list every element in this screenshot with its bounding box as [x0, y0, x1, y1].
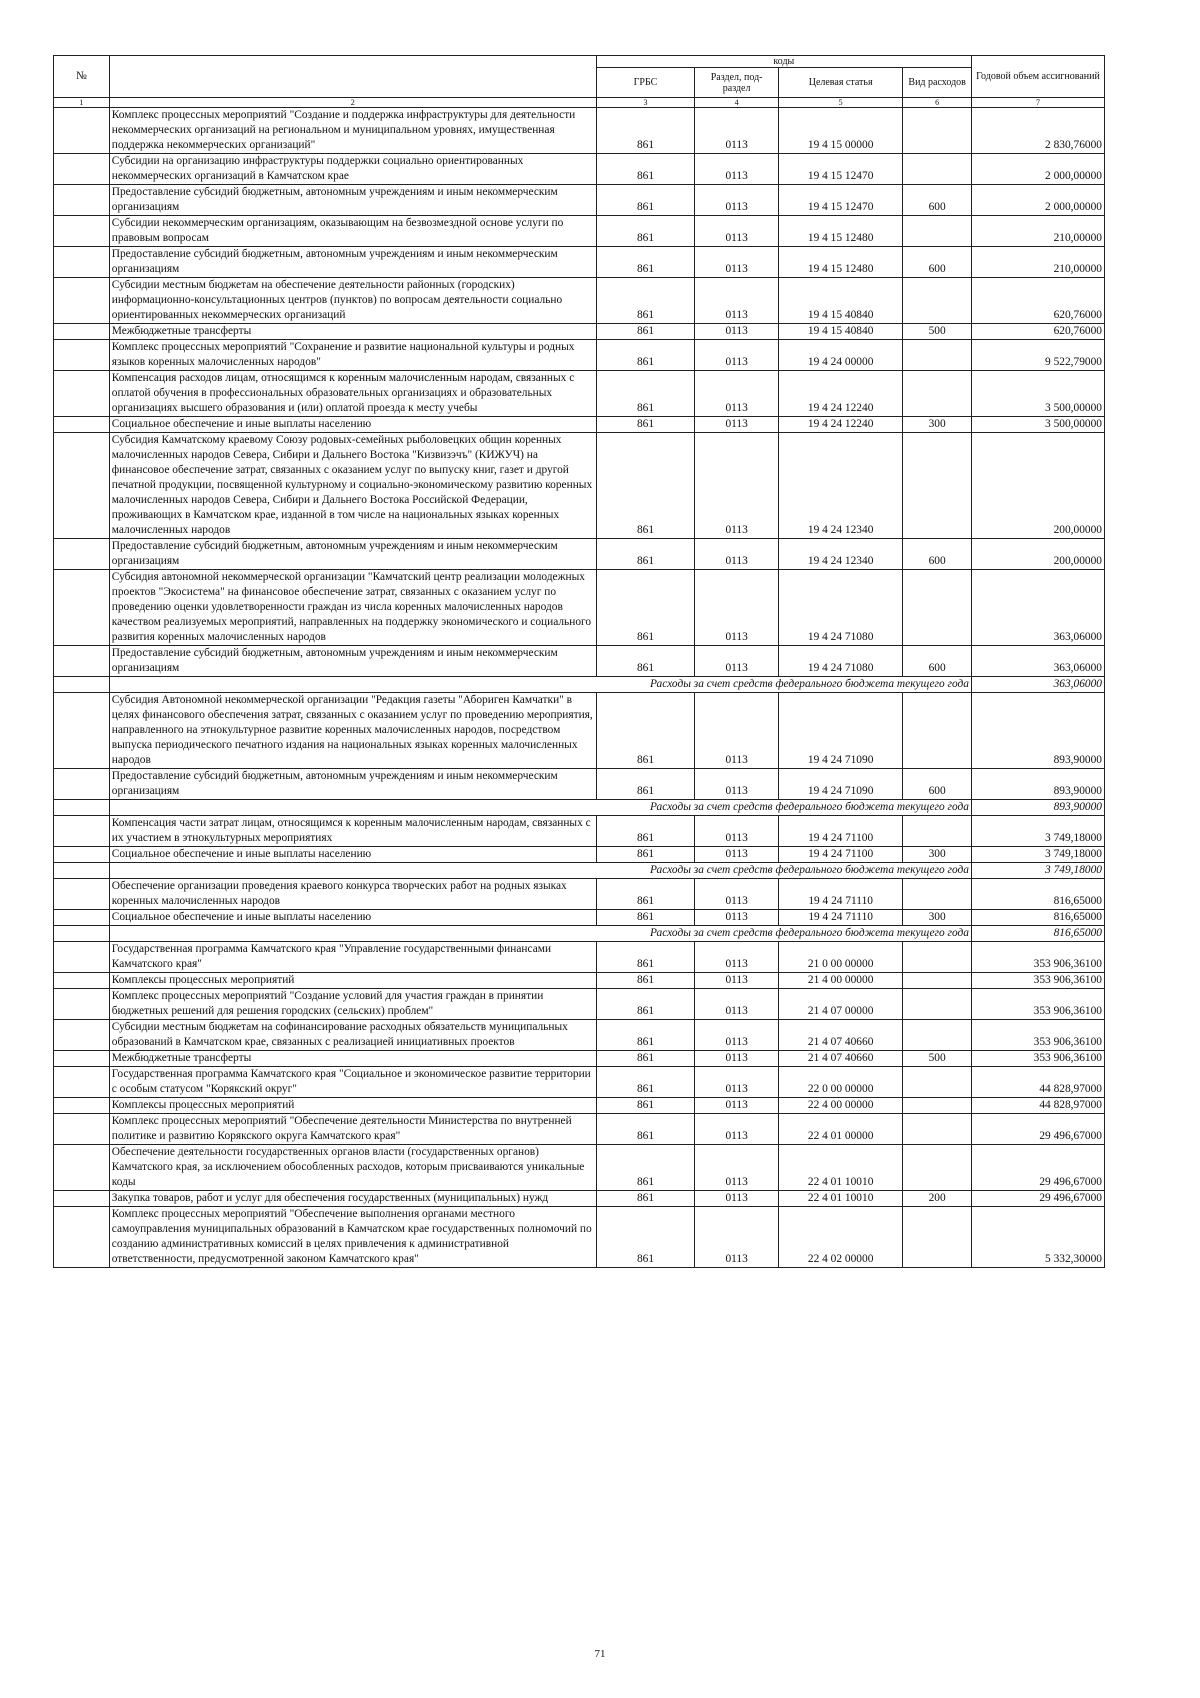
- cell-target: 19 4 24 12340: [778, 433, 902, 539]
- cell-amount: 44 828,97000: [971, 1067, 1104, 1098]
- column-number: 1: [54, 98, 110, 108]
- cell-name: Предоставление субсидий бюджетным, автономным учреждениям и иным некоммерческим организациям: [109, 247, 596, 278]
- cell-name: Комплекс процессных мероприятий "Создание условий для участия граждан в принятии бюджетных решений для решения городских (сельских) проблем": [109, 989, 596, 1020]
- cell-kind: [903, 371, 972, 417]
- cell-amount: 2 830,76000: [971, 108, 1104, 154]
- table-row: [54, 1067, 1105, 1098]
- cell-kind: 300: [903, 417, 972, 433]
- header-target: Целевая статья: [778, 68, 902, 98]
- cell-grbs: 861: [596, 324, 695, 340]
- header-no: №: [54, 56, 110, 98]
- cell-amount: 3 749,18000: [971, 847, 1104, 863]
- cell-amount: 353 906,36100: [971, 1020, 1104, 1051]
- cell-grbs: 861: [596, 879, 695, 910]
- cell-section: 0113: [695, 1020, 779, 1051]
- cell-name: Комплекс процессных мероприятий "Сохранение и развитие национальной культуры и родных языков коренных малочисленных народов": [109, 340, 596, 371]
- column-number: 3: [596, 98, 695, 108]
- cell-grbs: 861: [596, 433, 695, 539]
- cell-target: 19 4 15 40840: [778, 278, 902, 324]
- header-name: [109, 56, 596, 98]
- cell-target: 19 4 24 71090: [778, 693, 902, 769]
- cell-grbs: 861: [596, 417, 695, 433]
- cell-grbs: 861: [596, 247, 695, 278]
- cell-amount: 363,06000: [971, 646, 1104, 677]
- cell-section: 0113: [695, 769, 779, 800]
- table-row: [54, 989, 1105, 1020]
- table-row: [54, 216, 1105, 247]
- cell-name: Предоставление субсидий бюджетным, автономным учреждениям и иным некоммерческим организациям: [109, 185, 596, 216]
- cell-section: 0113: [695, 879, 779, 910]
- cell-section: 0113: [695, 539, 779, 570]
- table-row: [54, 1145, 1105, 1191]
- cell-target: 19 4 24 00000: [778, 340, 902, 371]
- column-number: 2: [109, 98, 596, 108]
- cell-target: 22 4 02 00000: [778, 1207, 902, 1268]
- cell-amount: 893,90000: [971, 800, 1104, 816]
- cell-no: [54, 800, 110, 816]
- cell-kind: 500: [903, 324, 972, 340]
- cell-kind: [903, 942, 972, 973]
- cell-target: 19 4 15 12480: [778, 216, 902, 247]
- table-row: [54, 154, 1105, 185]
- cell-amount: 9 522,79000: [971, 340, 1104, 371]
- table-row: [54, 677, 1105, 693]
- header-amount: Годовой объем ассигнований: [971, 56, 1104, 98]
- cell-grbs: 861: [596, 942, 695, 973]
- table-row: [54, 910, 1105, 926]
- cell-kind: 600: [903, 185, 972, 216]
- cell-no: [54, 216, 110, 247]
- cell-grbs: 861: [596, 1207, 695, 1268]
- cell-no: [54, 539, 110, 570]
- cell-target: 19 4 24 71080: [778, 570, 902, 646]
- cell-section: 0113: [695, 371, 779, 417]
- cell-kind: [903, 1098, 972, 1114]
- cell-grbs: 861: [596, 1020, 695, 1051]
- cell-no: [54, 1191, 110, 1207]
- cell-target: 19 4 24 71100: [778, 847, 902, 863]
- column-number: 7: [971, 98, 1104, 108]
- table-row: [54, 1191, 1105, 1207]
- cell-kind: 500: [903, 1051, 972, 1067]
- cell-grbs: 861: [596, 1191, 695, 1207]
- table-row: [54, 863, 1105, 879]
- cell-amount: 29 496,67000: [971, 1145, 1104, 1191]
- cell-kind: 600: [903, 769, 972, 800]
- cell-amount: 29 496,67000: [971, 1191, 1104, 1207]
- table-row: [54, 1114, 1105, 1145]
- cell-target: 19 4 24 71100: [778, 816, 902, 847]
- cell-grbs: 861: [596, 989, 695, 1020]
- cell-target: 21 4 00 00000: [778, 973, 902, 989]
- cell-section: 0113: [695, 1114, 779, 1145]
- cell-no: [54, 646, 110, 677]
- table-row: [54, 879, 1105, 910]
- cell-no: [54, 989, 110, 1020]
- cell-no: [54, 108, 110, 154]
- cell-name: Комплекс процессных мероприятий "Создание и поддержка инфраструктуры для деятельности некоммерческих организаций на региональном и муниципальном уровнях, имущественная поддержка некоммерческих организаций": [109, 108, 596, 154]
- cell-grbs: 861: [596, 570, 695, 646]
- cell-name: Комплекс процессных мероприятий "Обеспечение выполнения органами местного самоуправления муниципальных образований в Камчатском крае государственных полномочий по созданию административных комиссий в целях привлечения к административной ответственности, предусмотренной законом Камчатского края": [109, 1207, 596, 1268]
- cell-kind: [903, 1114, 972, 1145]
- table-row: [54, 1207, 1105, 1268]
- cell-name: Субсидии местным бюджетам на обеспечение деятельности районных (городских) информационно-консультационных центров (пунктов) по вопросам деятельности социально ориентированных некоммерческих организаций: [109, 278, 596, 324]
- cell-amount: 3 749,18000: [971, 863, 1104, 879]
- cell-no: [54, 340, 110, 371]
- cell-section: 0113: [695, 247, 779, 278]
- cell-no: [54, 417, 110, 433]
- cell-section: 0113: [695, 1145, 779, 1191]
- cell-target: 19 4 15 40840: [778, 324, 902, 340]
- cell-section: 0113: [695, 433, 779, 539]
- cell-amount: 893,90000: [971, 769, 1104, 800]
- cell-grbs: 861: [596, 693, 695, 769]
- cell-no: [54, 1051, 110, 1067]
- cell-amount: 210,00000: [971, 247, 1104, 278]
- cell-kind: 600: [903, 646, 972, 677]
- cell-no: [54, 973, 110, 989]
- cell-no: [54, 433, 110, 539]
- cell-grbs: 861: [596, 973, 695, 989]
- table-row: [54, 942, 1105, 973]
- cell-section: 0113: [695, 154, 779, 185]
- table-row: [54, 800, 1105, 816]
- cell-grbs: 861: [596, 216, 695, 247]
- cell-section: 0113: [695, 340, 779, 371]
- table-row: [54, 539, 1105, 570]
- column-number: 5: [778, 98, 902, 108]
- cell-federal-note: Расходы за счет средств федерального бюджета текущего года: [109, 800, 971, 816]
- cell-amount: 620,76000: [971, 324, 1104, 340]
- cell-grbs: 861: [596, 278, 695, 324]
- cell-no: [54, 926, 110, 942]
- cell-section: 0113: [695, 847, 779, 863]
- cell-target: 19 4 24 12340: [778, 539, 902, 570]
- cell-kind: [903, 570, 972, 646]
- cell-name: Социальное обеспечение и иные выплаты населению: [109, 417, 596, 433]
- cell-no: [54, 1114, 110, 1145]
- cell-section: 0113: [695, 216, 779, 247]
- cell-amount: 353 906,36100: [971, 942, 1104, 973]
- cell-amount: 893,90000: [971, 693, 1104, 769]
- cell-section: 0113: [695, 185, 779, 216]
- cell-kind: [903, 216, 972, 247]
- cell-section: 0113: [695, 324, 779, 340]
- cell-target: 21 4 07 40660: [778, 1051, 902, 1067]
- cell-amount: 210,00000: [971, 216, 1104, 247]
- cell-name: Субсидия Камчатскому краевому Союзу родовых-семейных рыболовецких общин коренных малочисленных народов Севера, Сибири и Дальнего Востока "Кизвизэчъ" (КИЖУЧ) на финансовое обеспечение затрат, связанных с оказанием услуг по выпуску книг, газет и другой печатной продукции, посвященной культурному и социально-экономическому развитию коренных малочисленных народов Севера, Сибири и Дальнего Востока Российской Федерации, проживающих в Камчатском крае, изданной в том числе на национальных языках коренных малочисленных народов: [109, 433, 596, 539]
- cell-grbs: 861: [596, 1098, 695, 1114]
- table-row: [54, 693, 1105, 769]
- cell-amount: 44 828,97000: [971, 1098, 1104, 1114]
- cell-federal-note: Расходы за счет средств федерального бюджета текущего года: [109, 677, 971, 693]
- cell-target: 19 4 24 12240: [778, 371, 902, 417]
- cell-kind: [903, 108, 972, 154]
- cell-kind: [903, 816, 972, 847]
- cell-grbs: 861: [596, 646, 695, 677]
- cell-kind: [903, 973, 972, 989]
- cell-kind: 300: [903, 847, 972, 863]
- cell-target: 22 4 01 10010: [778, 1191, 902, 1207]
- cell-kind: [903, 1020, 972, 1051]
- cell-no: [54, 185, 110, 216]
- cell-kind: 600: [903, 247, 972, 278]
- table-body: [54, 108, 1105, 1268]
- cell-no: [54, 816, 110, 847]
- cell-name: Субсидия Автономной некоммерческой организации "Редакция газеты "Абориген Камчатки" в целях финансового обеспечения затрат, связанных с оказанием услуг по проведению мероприятия, направленного на этнокультурное развитие коренных малочисленных народов, посредством выпуска периодического печатного издания на национальных языках коренных малочисленных народов: [109, 693, 596, 769]
- cell-grbs: 861: [596, 371, 695, 417]
- cell-name: Социальное обеспечение и иные выплаты населению: [109, 847, 596, 863]
- table-row: [54, 769, 1105, 800]
- cell-grbs: 861: [596, 816, 695, 847]
- cell-target: 19 4 24 12240: [778, 417, 902, 433]
- cell-kind: 300: [903, 910, 972, 926]
- table-row: [54, 1098, 1105, 1114]
- cell-amount: 3 749,18000: [971, 816, 1104, 847]
- cell-grbs: 861: [596, 1114, 695, 1145]
- header-codes: коды: [596, 56, 971, 68]
- cell-kind: [903, 278, 972, 324]
- cell-target: 19 4 24 71110: [778, 910, 902, 926]
- cell-no: [54, 910, 110, 926]
- cell-grbs: 861: [596, 185, 695, 216]
- cell-no: [54, 1067, 110, 1098]
- cell-section: 0113: [695, 989, 779, 1020]
- cell-kind: [903, 340, 972, 371]
- cell-amount: 3 500,00000: [971, 371, 1104, 417]
- cell-section: 0113: [695, 942, 779, 973]
- cell-name: Обеспечение организации проведения краевого конкурса творческих работ на родных языках коренных малочисленных народов: [109, 879, 596, 910]
- cell-section: 0113: [695, 1191, 779, 1207]
- cell-name: Государственная программа Камчатского края "Управление государственными финансами Камчатского края": [109, 942, 596, 973]
- cell-target: 19 4 15 00000: [778, 108, 902, 154]
- cell-kind: [903, 1067, 972, 1098]
- cell-name: Закупка товаров, работ и услуг для обеспечения государственных (муниципальных) нужд: [109, 1191, 596, 1207]
- table-row: [54, 108, 1105, 154]
- cell-no: [54, 154, 110, 185]
- cell-kind: [903, 879, 972, 910]
- header-grbs: ГРБС: [596, 68, 695, 98]
- cell-no: [54, 879, 110, 910]
- cell-section: 0113: [695, 108, 779, 154]
- cell-no: [54, 863, 110, 879]
- cell-name: Межбюджетные трансферты: [109, 324, 596, 340]
- cell-kind: [903, 1207, 972, 1268]
- cell-amount: 29 496,67000: [971, 1114, 1104, 1145]
- cell-section: 0113: [695, 646, 779, 677]
- cell-target: 19 4 15 12470: [778, 154, 902, 185]
- cell-federal-note: Расходы за счет средств федерального бюджета текущего года: [109, 863, 971, 879]
- cell-kind: [903, 154, 972, 185]
- cell-kind: [903, 433, 972, 539]
- cell-target: 19 4 24 71080: [778, 646, 902, 677]
- cell-name: Предоставление субсидий бюджетным, автономным учреждениям и иным некоммерческим организациям: [109, 539, 596, 570]
- cell-section: 0113: [695, 1067, 779, 1098]
- cell-grbs: 861: [596, 154, 695, 185]
- cell-name: Государственная программа Камчатского края "Социальное и экономическое развитие территории с особым статусом "Корякский округ": [109, 1067, 596, 1098]
- cell-amount: 363,06000: [971, 677, 1104, 693]
- table-row: [54, 1020, 1105, 1051]
- cell-no: [54, 693, 110, 769]
- table-row: [54, 816, 1105, 847]
- cell-name: Субсидия автономной некоммерческой организации "Камчатский центр реализации молодежных проектов "Экосистема" на финансовое обеспечение затрат, связанных с оказанием услуг по проведению оценки удовлетворенности граждан из числа коренных малочисленных народов качеством реализуемых мероприятий, направленных на поддержку экономического и социального развития коренных малочисленных народов: [109, 570, 596, 646]
- cell-name: Предоставление субсидий бюджетным, автономным учреждениям и иным некоммерческим организациям: [109, 769, 596, 800]
- cell-section: 0113: [695, 1098, 779, 1114]
- cell-name: Социальное обеспечение и иные выплаты населению: [109, 910, 596, 926]
- cell-target: 22 4 00 00000: [778, 1098, 902, 1114]
- cell-grbs: 861: [596, 108, 695, 154]
- cell-amount: 2 000,00000: [971, 154, 1104, 185]
- table-row: [54, 926, 1105, 942]
- cell-target: 22 4 01 00000: [778, 1114, 902, 1145]
- cell-no: [54, 847, 110, 863]
- table-row: [54, 247, 1105, 278]
- cell-amount: 816,65000: [971, 910, 1104, 926]
- cell-section: 0113: [695, 693, 779, 769]
- cell-section: 0113: [695, 910, 779, 926]
- cell-amount: 816,65000: [971, 879, 1104, 910]
- table-row: [54, 570, 1105, 646]
- table-row: [54, 1051, 1105, 1067]
- cell-no: [54, 371, 110, 417]
- cell-amount: 2 000,00000: [971, 185, 1104, 216]
- cell-kind: [903, 1145, 972, 1191]
- cell-section: 0113: [695, 816, 779, 847]
- cell-name: Субсидии местным бюджетам на софинансирование расходных обязательств муниципальных образований в Камчатском крае, связанных с реализацией инициативных проектов: [109, 1020, 596, 1051]
- cell-grbs: 861: [596, 769, 695, 800]
- cell-no: [54, 247, 110, 278]
- table-row: [54, 324, 1105, 340]
- cell-target: 19 4 15 12480: [778, 247, 902, 278]
- budget-table: [53, 55, 1105, 1268]
- cell-name: Предоставление субсидий бюджетным, автономным учреждениям и иным некоммерческим организациям: [109, 646, 596, 677]
- cell-kind: [903, 989, 972, 1020]
- cell-name: Субсидии некоммерческим организациям, оказывающим на безвозмездной основе услуги по правовым вопросам: [109, 216, 596, 247]
- cell-name: Комплексы процессных мероприятий: [109, 1098, 596, 1114]
- cell-amount: 5 332,30000: [971, 1207, 1104, 1268]
- column-number: 4: [695, 98, 779, 108]
- cell-name: Обеспечение деятельности государственных органов власти (государственных органов) Камчатского края, за исключением обособленных расходов, которым присваиваются уникальные коды: [109, 1145, 596, 1191]
- cell-amount: 353 906,36100: [971, 1051, 1104, 1067]
- cell-amount: 620,76000: [971, 278, 1104, 324]
- cell-amount: 200,00000: [971, 433, 1104, 539]
- cell-target: 21 4 07 40660: [778, 1020, 902, 1051]
- table-row: [54, 185, 1105, 216]
- cell-kind: 200: [903, 1191, 972, 1207]
- cell-no: [54, 677, 110, 693]
- table-row: [54, 847, 1105, 863]
- cell-target: 22 4 01 10010: [778, 1145, 902, 1191]
- cell-section: 0113: [695, 570, 779, 646]
- cell-grbs: 861: [596, 1067, 695, 1098]
- cell-section: 0113: [695, 1051, 779, 1067]
- cell-name: Компенсация части затрат лицам, относящимся к коренным малочисленным народам, связанных с их участием в этнокультурных мероприятиях: [109, 816, 596, 847]
- table-row: [54, 278, 1105, 324]
- cell-no: [54, 1207, 110, 1268]
- header-section: Раздел, под-раздел: [695, 68, 779, 98]
- cell-kind: [903, 693, 972, 769]
- cell-name: Компенсация расходов лицам, относящимся к коренным малочисленным народам, связанных с оплатой обучения в профессиональных образовательных организациях и образовательных организациях высшего образования и (или) оплатой проезда к месту учебы: [109, 371, 596, 417]
- cell-kind: 600: [903, 539, 972, 570]
- cell-name: Субсидии на организацию инфраструктуры поддержки социально ориентированных некоммерческих организаций в Камчатском крае: [109, 154, 596, 185]
- cell-target: 21 0 00 00000: [778, 942, 902, 973]
- cell-section: 0113: [695, 973, 779, 989]
- cell-grbs: 861: [596, 1051, 695, 1067]
- table-row: [54, 340, 1105, 371]
- cell-amount: 353 906,36100: [971, 989, 1104, 1020]
- cell-amount: 200,00000: [971, 539, 1104, 570]
- cell-amount: 3 500,00000: [971, 417, 1104, 433]
- cell-name: Межбюджетные трансферты: [109, 1051, 596, 1067]
- cell-no: [54, 1098, 110, 1114]
- cell-name: Комплекс процессных мероприятий "Обеспечение деятельности Министерства по внутренней политике и развитию Корякского округа Камчатского края": [109, 1114, 596, 1145]
- cell-grbs: 861: [596, 539, 695, 570]
- cell-target: 21 4 07 00000: [778, 989, 902, 1020]
- table-row: [54, 417, 1105, 433]
- cell-grbs: 861: [596, 847, 695, 863]
- column-number: 6: [903, 98, 972, 108]
- cell-section: 0113: [695, 1207, 779, 1268]
- cell-amount: 816,65000: [971, 926, 1104, 942]
- header-kind: Вид расходов: [903, 68, 972, 98]
- cell-no: [54, 278, 110, 324]
- table-row: [54, 646, 1105, 677]
- table-row: [54, 973, 1105, 989]
- cell-target: 19 4 24 71110: [778, 879, 902, 910]
- cell-section: 0113: [695, 417, 779, 433]
- cell-amount: 363,06000: [971, 570, 1104, 646]
- cell-no: [54, 1020, 110, 1051]
- cell-target: 19 4 24 71090: [778, 769, 902, 800]
- cell-no: [54, 324, 110, 340]
- table-row: [54, 371, 1105, 417]
- cell-grbs: 861: [596, 340, 695, 371]
- cell-amount: 353 906,36100: [971, 973, 1104, 989]
- cell-name: Комплексы процессных мероприятий: [109, 973, 596, 989]
- cell-no: [54, 570, 110, 646]
- table-row: [54, 433, 1105, 539]
- cell-target: 22 0 00 00000: [778, 1067, 902, 1098]
- cell-target: 19 4 15 12470: [778, 185, 902, 216]
- cell-no: [54, 1145, 110, 1191]
- cell-grbs: 861: [596, 910, 695, 926]
- cell-grbs: 861: [596, 1145, 695, 1191]
- page-number: 71: [594, 1648, 606, 1660]
- cell-no: [54, 769, 110, 800]
- cell-no: [54, 942, 110, 973]
- cell-federal-note: Расходы за счет средств федерального бюджета текущего года: [109, 926, 971, 942]
- cell-section: 0113: [695, 278, 779, 324]
